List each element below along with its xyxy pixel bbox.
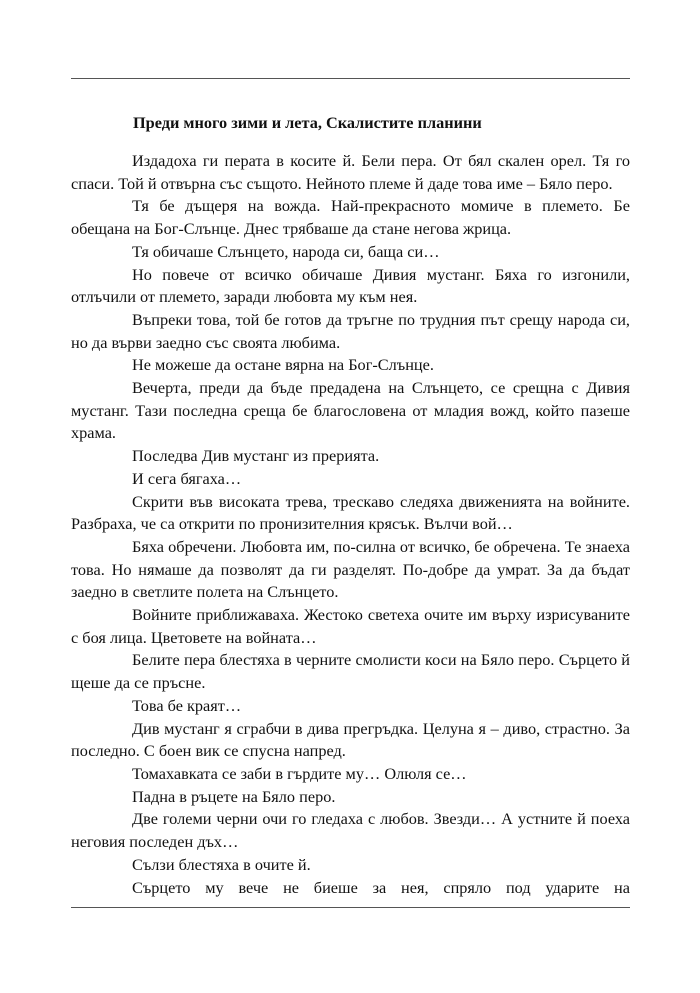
- paragraph: Белите пера блестяха в черните смолисти коси на Бяло перо. Сърцето й щеше да се пръсне.: [71, 650, 630, 693]
- paragraph: Издадоха ги перата в косите й. Бели пера. От бял скален орел. Тя го спаси. Той й отвърна със същото. Нейното племе й даде това име – Бяло перо.: [71, 151, 630, 193]
- paragraph: Въпреки това, той бе готов да тръгне по трудния път срещу народа си, но да върви заедно със своята любима.: [71, 309, 630, 352]
- page-content: [71, 113, 630, 899]
- paragraph: И сега бягаха…: [132, 468, 242, 488]
- paragraph: Скрити във високата трева, трескаво следяха движенията на войните. Разбраха, че са открити по пронизителния крясък. Вълчи вой…: [71, 491, 630, 534]
- bottom-rule: [71, 907, 630, 908]
- chapter-title: Преди много зими и лета, Скалистите планини: [133, 113, 482, 132]
- top-rule: [71, 78, 630, 79]
- paragraph: Вечерта, преди да бъде предадена на Слънцето, се срещна с Дивия мустанг. Тази последна среща бе благословена от младия вожд, който пазеше храма.: [71, 378, 630, 443]
- paragraph: Бяха обречени. Любовта им, по-силна от всичко, бе обречена. Те знаеха това. Но нямаше да позволят да ги разделят. По-добре да умрат. За да бъдат заедно в светлите полета на Слънцето.: [71, 536, 630, 602]
- paragraph: Сълзи блестяха в очите й.: [132, 854, 311, 874]
- paragraph: Не можеше да остане вярна на Бог-Слънце.: [132, 355, 434, 375]
- paragraph-continued: Сърцето му вече не биеше за нея, спряло под ударите на: [132, 877, 630, 897]
- paragraph: Томахавката се заби в гърдите му… Олюля се…: [132, 763, 467, 783]
- paragraph: Войните приближаваха. Жестоко светеха очите им върху изрисуваните с боя лица. Цветовете на войната…: [71, 605, 630, 647]
- paragraph: Тя обичаше Слънцето, народа си, баща си…: [132, 241, 440, 261]
- paragraph: Падна в ръцете на Бяло перо.: [132, 786, 336, 806]
- paragraph: Див мустанг я сграбчи в дива прегръдка. Целуна я – диво, страстно. За последно. С боен вик се спусна напред.: [71, 718, 630, 761]
- paragraph: Но повече от всичко обичаше Дивия мустанг. Бяха го изгонили, отлъчили от племето, заради любовта му към нея.: [71, 264, 630, 307]
- paragraph: Последва Див мустанг из прерията.: [132, 446, 380, 466]
- paragraph: Две големи черни очи го гледаха с любов. Звезди… А устните й поеха неговия последен дъх…: [71, 809, 630, 852]
- paragraph: Това бе краят…: [132, 695, 242, 715]
- paragraph: Тя бе дъщеря на вожда. Най-прекрасното момиче в племето. Бе обещана на Бог-Слънце. Днес трябваше да стане негова жрица.: [71, 196, 630, 239]
